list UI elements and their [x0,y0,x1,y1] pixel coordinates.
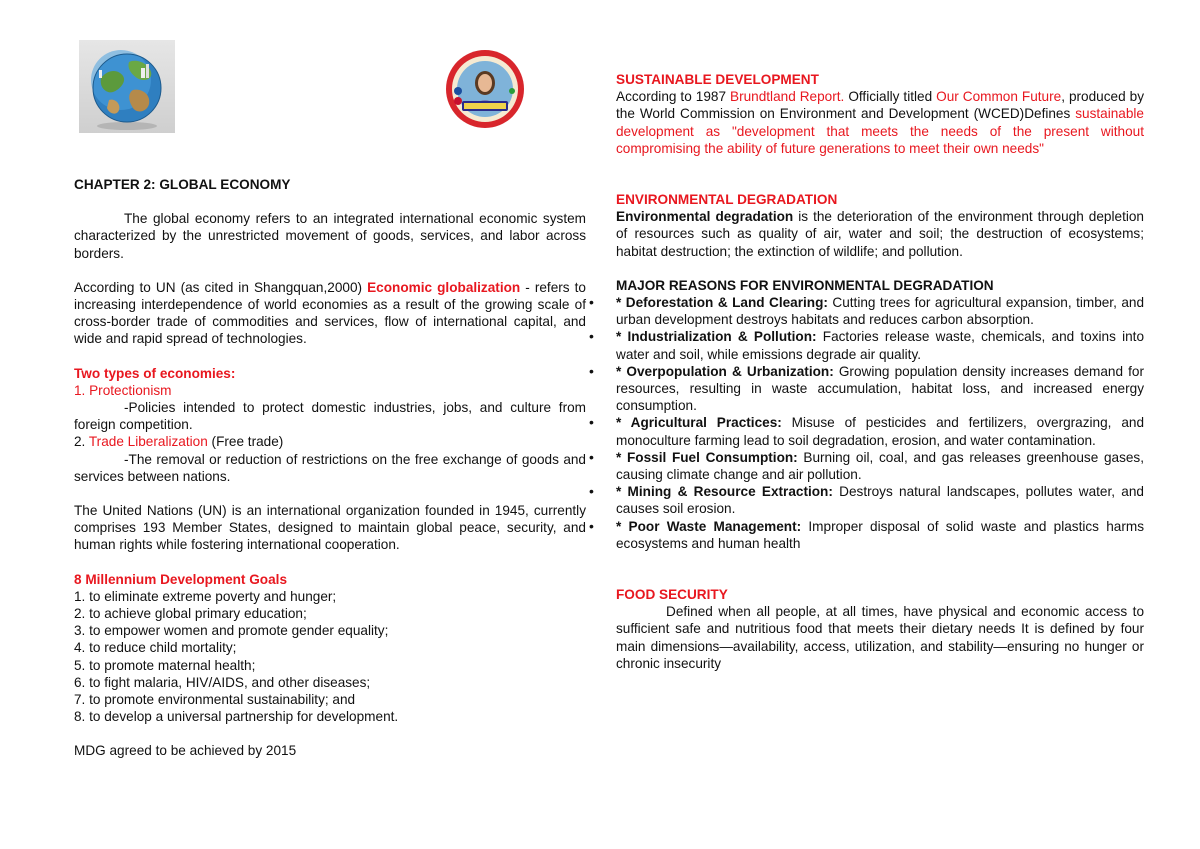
food-security-heading: FOOD SECURITY [616,587,728,603]
un-paragraph: The United Nations (UN) is an international organization founded in 1945, currently comprises 193 Member States, designed to maintain global peace, security, and human rights while fostering international cooperation. [74,503,586,553]
type-protectionism: 1. Protectionism [74,382,172,398]
reason-label: * Poor Waste Management: [616,518,802,534]
bullet-icon: • [589,414,594,431]
bullet-icon: • [589,448,594,465]
bullet-icon: • [589,483,594,500]
mdg-item: 4. to reduce child mortality; [74,640,237,656]
bullet-icon: • [589,362,594,379]
type-trade-liberalization [74,433,586,450]
type-protectionism-desc: -Policies intended to protect domestic industries, jobs, and culture from foreign competition. [74,400,586,433]
sd-definition: sustainable development as "development that meets the needs of the present without compromising the ability of future generations to meet their own needs" [616,106,1144,156]
bullet-icon: • [589,517,594,534]
reason-item [589,517,1144,552]
reason-text: Destroys natural landscapes, pollutes water, and causes soil erosion. [616,484,1144,517]
sd-text-1: According to 1987 [616,89,730,105]
globalization-term: Economic globalization [367,279,521,295]
mdg-item: 2. to achieve global primary education; [74,606,307,622]
globalization-prefix: According to UN (as cited in Shangquan,2000) [74,279,368,295]
reason-label: * Fossil Fuel Consumption: [616,449,798,465]
sd-title: Our Common Future [936,89,1062,105]
reason-label: * Overpopulation & Urbanization: [616,363,834,379]
sd-text-3: , produced by the World Commission on Environment and Development (WCED)Defines [616,89,1144,122]
sustainable-development-paragraph [616,88,1144,157]
globalization-rest: - refers to increasing interdependence of world economies as a result of the growing scale of cross-border trade of commodities and services, flow of international capital, and wide and rapid spread of technologies. [74,279,586,347]
intro-paragraph: The global economy refers to an integrated international economic system characterized by the unrestricted movement of goods, services, and labor across borders. [74,211,586,261]
reason-item [589,448,1144,483]
mdg-item: 6. to fight malaria, HIV/AIDS, and other diseases; [74,674,371,690]
mdg-item: 7. to promote environmental sustainability; and [74,692,356,708]
reason-label: * Agricultural Practices: [616,415,782,431]
globe-image [79,40,175,133]
mdg-item: 1. to eliminate extreme poverty and hunger; [74,588,337,604]
mdg-item: 5. to promote maternal health; [74,657,256,673]
reason-item [589,414,1144,448]
reason-item [589,328,1144,362]
type2-term: Trade Liberalization [88,434,208,450]
mdg-footer: MDG agreed to be achieved by 2015 [74,743,297,759]
left-column [74,176,586,760]
reason-item [589,362,1144,415]
ed-term: Environmental degradation [616,209,794,225]
food-security-paragraph: Defined when all people, at all times, have physical and economic access to sufficient safe and nutritious food that meets their dietary needs It is defined by four main dimensions—availability, access, utilization, and stability—ensuring no hunger or chronic insecurity [616,604,1144,671]
reason-text: Improper disposal of solid waste and plastics harms ecosystems and human health [616,518,1144,551]
globalization-definition [74,279,586,348]
type-trade-liberalization-desc: -The removal or reduction of restrictions on the free exchange of goods and services between nations. [74,451,586,484]
reason-item [589,483,1144,517]
right-column [589,71,1144,672]
bullet-icon: • [589,328,594,345]
ed-definition: is the deterioration of the environment through depletion of resources such as quality of air, water and soil; the destruction of ecosystems; habitat destruction; the extinction of wildlife; and pollution. [616,209,1144,259]
reasons-list [589,294,1144,552]
major-reasons-heading: MAJOR REASONS FOR ENVIRONMENTAL DEGRADATION [616,277,994,293]
reason-label: * Mining & Resource Extraction: [616,484,833,500]
sd-report: Brundtland Report. [730,89,845,105]
sd-text-2: Officially titled [844,89,937,105]
bullet-icon: • [589,294,594,311]
economies-heading: Two types of economies: [74,365,236,381]
reason-text: Burning oil, coal, and gas releases greenhouse gases, causing climate change and air pollution. [616,449,1144,483]
mdg-item: 3. to empower women and promote gender equality; [74,623,389,639]
type2-suffix: (Free trade) [207,434,284,450]
environmental-degradation-paragraph [616,208,1144,260]
channel-badge-logo [444,49,526,129]
reason-text: Factories release waste, chemicals, and toxins into water and soil, while emissions degrade air quality. [616,329,1144,362]
chapter-title: CHAPTER 2: GLOBAL ECONOMY [74,177,291,192]
mdg-heading: 8 Millennium Development Goals [74,571,288,587]
environmental-degradation-heading: ENVIRONMENTAL DEGRADATION [616,192,838,208]
mdg-list [74,588,586,726]
sustainable-development-heading: SUSTAINABLE DEVELOPMENT [616,72,819,87]
reason-text: Growing population density increases demand for resources, resulting in waste accumulation, habitat loss, and increased energy consumption. [616,363,1144,414]
reason-text: Cutting trees for agricultural expansion, timber, and urban development destroys habitats and reduces carbon absorption. [616,295,1144,328]
mdg-item: 8. to develop a universal partnership for development. [74,709,399,725]
type2-number: 2. [74,434,89,450]
reason-item [589,294,1144,328]
reason-label: * Industrialization & Pollution: [616,329,817,345]
reason-text: Misuse of pesticides and fertilizers, overgrazing, and monoculture farming lead to soil degradation, erosion, and water contamination. [616,415,1144,448]
reason-label: * Deforestation & Land Clearing: [616,295,828,311]
